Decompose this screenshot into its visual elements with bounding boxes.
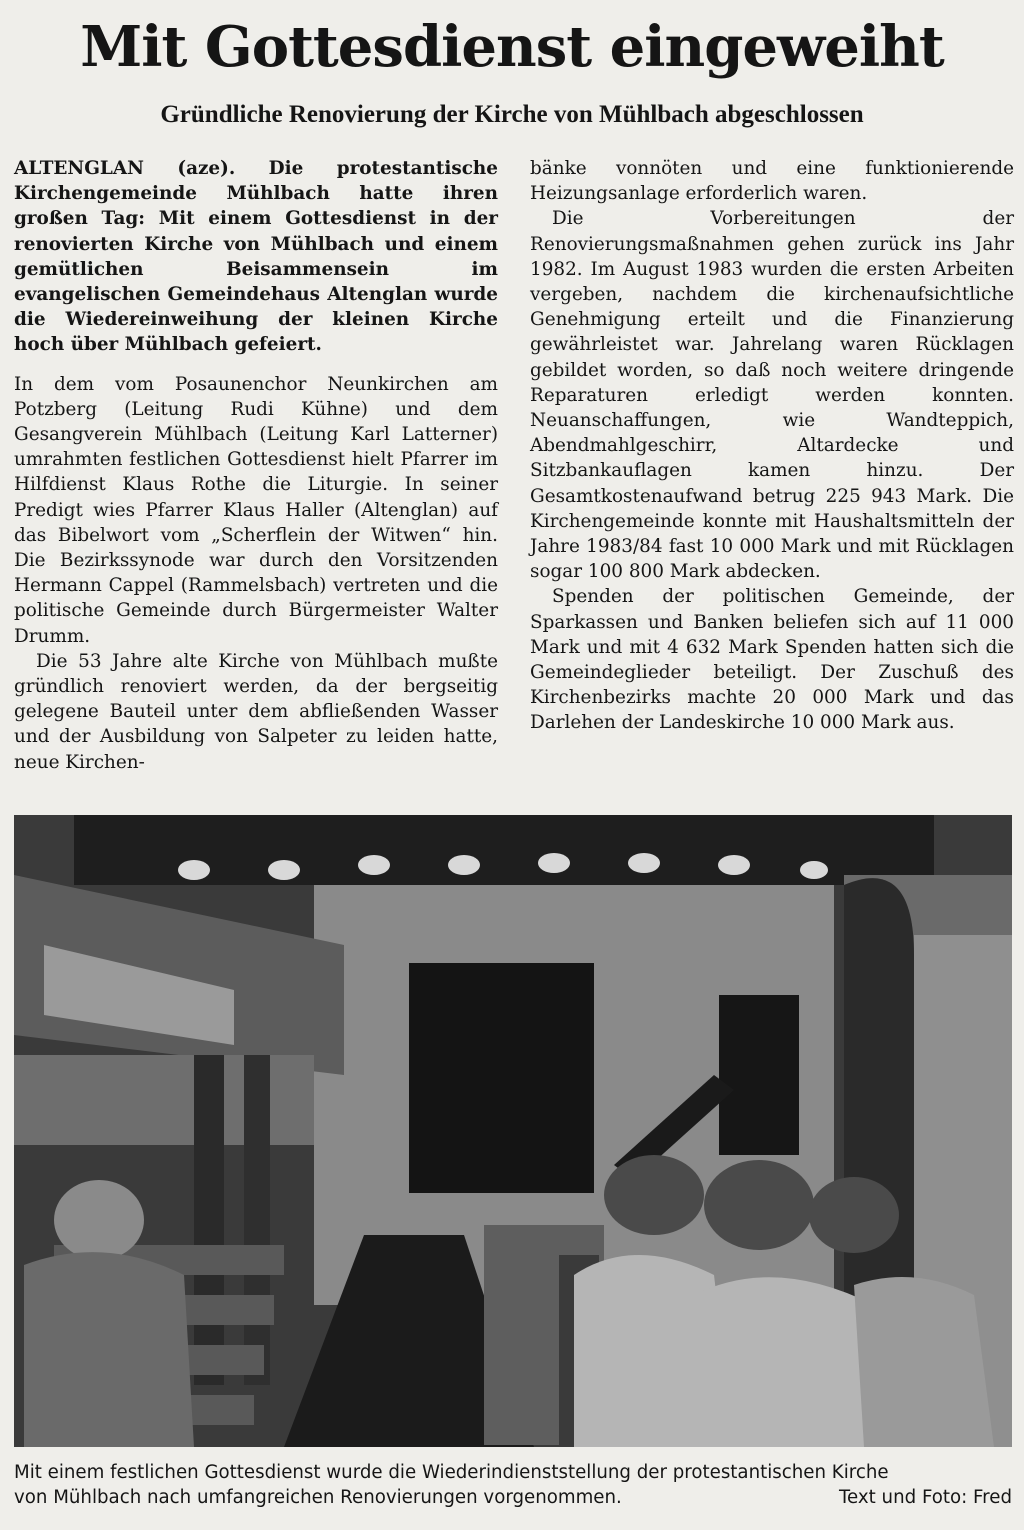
- article-column-right: [530, 156, 1014, 736]
- dateline: ALTENGLAN (aze).: [14, 158, 236, 179]
- body-paragraph: In dem vom Posaunenchor Neunkirchen am Potzberg (Leitung Rudi Kühne) und dem Gesangverein Mühlbach (Leitung Karl Latterner) umrahmten festlichen Gottesdienst hielt Pfarrer im Hilfdienst Klaus Rothe die Liturgie. In seiner Predigt wies Pfarrer Klaus Haller (Altenglan) auf das Bibelwort vom „Scherflein der Witwen“ hin. Die Bezirkssynode war durch den Vorsitzenden Hermann Cappel (Rammelsbach) vertreten und die politische Gemeinde durch Bürgermeister Walter Drumm.: [14, 373, 498, 647]
- body-paragraph: bänke vonnöten und eine funktionierende Heizungsanlage erforderlich waren.: [530, 158, 1014, 205]
- caption-line-2-text: von Mühlbach nach umfangreichen Renovierungen vorgenommen.: [14, 1487, 622, 1508]
- body-paragraph: Die 53 Jahre alte Kirche von Mühlbach mußte gründlich renoviert werden, da der bergseitig gelegene Bauteil unter dem abfließenden Wasser und der Ausbildung von Salpeter zu leiden hatte, neue Kirchen-: [14, 650, 498, 773]
- body-paragraph: Die Vorbereitungen der Renovierungsmaßnahmen gehen zurück ins Jahr 1982. Im August 1983 wurden die ersten Arbeiten vergeben, nachdem die kirchenaufsichtliche Genehmigung erteilt und die Finanzierung gewährleistet war. Jahrelang waren Rücklagen gebildet worden, so daß noch weitere dringende Reparaturen erledigt werden konnten. Neuanschaffungen, wie Wandteppich, Abendmahlgeschirr, Altardecke und Sitzbankauflagen kamen hinzu. Der Gesamtkostenaufwand betrug 225 943 Mark. Die Kirchengemeinde konnte mit Haushaltsmitteln der Jahre 1983/84 fast 10 000 Mark und mit Rücklagen sogar 100 800 Mark abdecken.: [530, 208, 1014, 583]
- photo-credit: Text und Foto: Fred: [839, 1487, 1012, 1508]
- church-interior-photo: [14, 815, 1012, 1447]
- headline: Mit Gottesdienst eingeweiht: [80, 14, 944, 80]
- lead-text: Die protestantische Kirchengemeinde Mühlbach hatte ihren großen Tag: Mit einem Gottesdienst in der renovierten Kirche von Mühlbach und einem gemütlichen Beisammensein im evangelischen Gemeindehaus Altenglan wurde die Wiedereinweihung der kleinen Kirche hoch über Mühlbach gefeiert.: [14, 158, 498, 356]
- photo-caption: [14, 1460, 1012, 1510]
- caption-line-1: Mit einem festlichen Gottesdienst wurde die Wiederindienststellung der protestantischen Kirche: [14, 1462, 889, 1483]
- caption-line-2: [14, 1485, 1012, 1510]
- church-interior-illustration: [14, 815, 1012, 1447]
- body-paragraph: Spenden der politischen Gemeinde, der Sparkassen und Banken beliefen sich auf 11 000 Mark und mit 4 632 Mark Spenden hatten sich die Gemeindeglieder beteiligt. Der Zuschuß des Kirchenbezirks machte 20 000 Mark und das Darlehen der Landeskirche 10 000 Mark aus.: [530, 586, 1014, 734]
- subheadline: Gründliche Renovierung der Kirche von Mühlbach abgeschlossen: [160, 101, 864, 128]
- lead-paragraph: [14, 156, 498, 358]
- article-column-left: [14, 156, 498, 775]
